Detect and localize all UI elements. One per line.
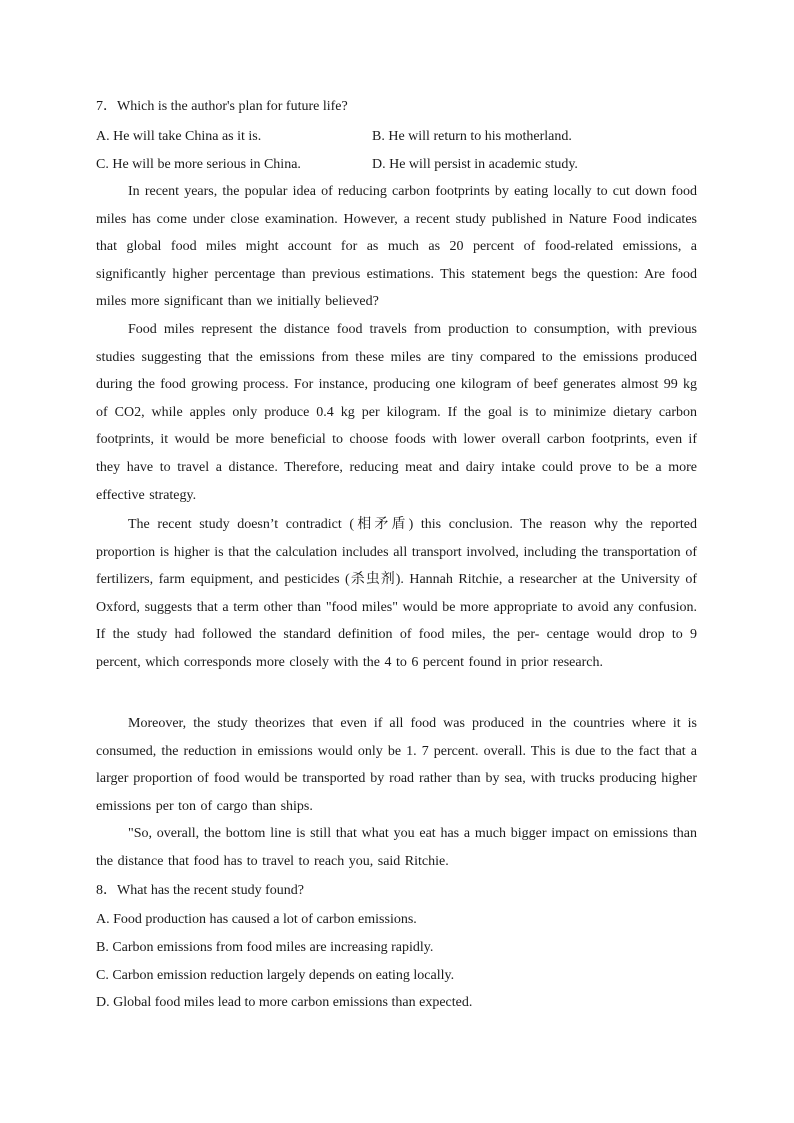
question-7-option-a: A. He will take China as it is. (96, 129, 262, 144)
question-8-stem: 8．What has the recent study found? (96, 883, 304, 898)
question-8-option-c: C. Carbon emission reduction largely depends on eating locally. (96, 968, 455, 983)
passage-paragraph-3: The recent study doesn’t contradict (相矛盾) this conclusion. The reason why the reported proportion is higher is that the calculation includes all transport involved, including the transportation of fertilizers, farm equipment, and pesticides (杀虫剂). Hannah Ritchie, a researcher at the University of Oxford, suggests that a term other than "food miles" would be more appropriate to avoid any confusion. If the study had followed the standard definition of food miles, the per- centage would drop to 9 percent, which corresponds more closely with the 4 to 6 percent found in prior research. (96, 517, 697, 670)
passage-paragraph-5: "So, overall, the bottom line is still that what you eat has a much bigger impact on emissions than the distance that food has to travel to reach you, said Ritchie. (96, 826, 697, 869)
passage-paragraph-2: Food miles represent the distance food travels from production to consumption, with previous studies suggesting that the emissions from these miles are tiny compared to the emissions produced during the food growing process. For instance, producing one kilogram of beef generates almost 99 kg of CO2, while apples only produce 0.4 kg per kilogram. If the goal is to minimize dietary carbon footprints, it would be more beneficial to choose foods with lower overall carbon footprints, even if they have to travel a distance. Therefore, reducing meat and dairy intake could prove to be a more effective strategy. (96, 322, 697, 503)
question-7-option-d: D. He will persist in academic study. (372, 157, 578, 172)
question-7-option-c: C. He will be more serious in China. (96, 157, 301, 172)
question-7-stem: 7．Which is the author's plan for future life? (96, 99, 348, 114)
question-8-option-d: D. Global food miles lead to more carbon emissions than expected. (96, 995, 473, 1010)
passage-paragraph-4: Moreover, the study theorizes that even if all food was produced in the countries where it is consumed, the reduction in emissions would only be 1. 7 percent. overall. This is due to the fact that a larger proportion of food would be transported by road rather than by sea, with trucks producing higher emissions per ton of cargo than ships. (96, 716, 697, 814)
question-7-option-b: B. He will return to his motherland. (372, 129, 572, 144)
question-8-option-a: A. Food production has caused a lot of carbon emissions. (96, 912, 417, 927)
passage-paragraph-1: In recent years, the popular idea of reducing carbon footprints by eating locally to cut down food miles has come under close examination. However, a recent study published in Nature Food indicates that global food miles might account for as much as 20 percent of food-related emissions, a significantly higher percentage than previous estimations. This statement begs the question: Are food miles more significant than we initially believed? (96, 184, 697, 310)
question-8-option-b: B. Carbon emissions from food miles are increasing rapidly. (96, 940, 434, 955)
